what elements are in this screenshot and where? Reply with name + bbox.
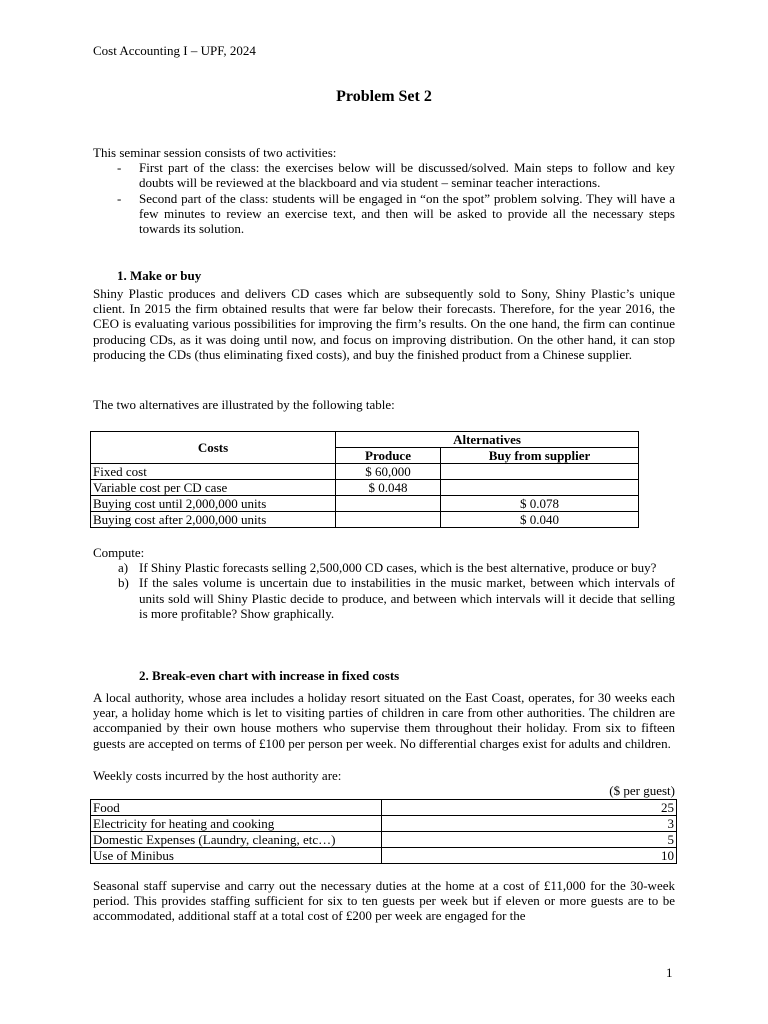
question-mark: a) (118, 560, 129, 576)
alternatives-table (90, 431, 639, 528)
intro-bullet (93, 191, 675, 237)
staff-paragraph: Seasonal staff supervise and carry out the necessary duties at the home at a cost of £11,000 for the 30-week period. This provides staffing sufficient for six to ten guests per week but if eleven or more guests are to be accommodated, additional staff at a total cost of £200 per week are engaged for the (93, 878, 675, 924)
row-label: Buying cost until 2,000,000 units (91, 496, 336, 512)
header-buy: Buy from supplier (441, 448, 639, 464)
table-row (91, 496, 639, 512)
page-number: 1 (666, 965, 673, 980)
table-row (91, 480, 639, 496)
cell-buy (441, 480, 639, 496)
bullet-text: Second part of the class: students will be engaged in “on the spot” problem solving. They will have a few minutes to review an exercise text, and then will be asked to provide all the necessary steps towards its solution. (139, 190, 675, 237)
cell-buy (441, 464, 639, 480)
running-header: Cost Accounting I – UPF, 2024 (93, 43, 256, 58)
compute-section (93, 545, 675, 621)
row-label: Use of Minibus (91, 848, 382, 864)
cell-buy: $ 0.078 (441, 496, 639, 512)
question-mark: b) (118, 575, 129, 591)
compute-label: Compute: (93, 545, 145, 560)
unit-note: ($ per guest) (609, 783, 675, 798)
bullet-mark: - (117, 190, 122, 206)
table-intro: The two alternatives are illustrated by the following table: (93, 397, 395, 412)
intro-bullet (93, 160, 675, 190)
header-alternatives: Alternatives (336, 432, 639, 448)
weekly-costs-table (90, 799, 677, 864)
question-a (93, 560, 675, 575)
question-b (93, 575, 675, 621)
table-row (91, 832, 677, 848)
bullet-text: First part of the class: the exercises below will be discussed/solved. Main steps to follow and key doubts will be reviewed at the blackboard and via student – seminar teacher interactions. (139, 160, 675, 191)
question-text: If Shiny Plastic forecasts selling 2,500,000 CD cases, which is the best alternative, produce or buy? (139, 560, 657, 576)
table-row (91, 464, 639, 480)
header-costs: Costs (91, 432, 336, 464)
cell-produce (336, 496, 441, 512)
row-value: 5 (382, 832, 677, 848)
row-label: Domestic Expenses (Laundry, cleaning, etc…) (91, 832, 382, 848)
cell-produce (336, 512, 441, 528)
page-title: Problem Set 2 (336, 88, 432, 105)
row-label: Buying cost after 2,000,000 units (91, 512, 336, 528)
table-row (91, 848, 677, 864)
row-value: 3 (382, 816, 677, 832)
section2-heading: 2. Break-even chart with increase in fixed costs (139, 668, 400, 683)
cell-buy: $ 0.040 (441, 512, 639, 528)
question-text: If the sales volume is uncertain due to instabilities in the music market, between which intervals of units sold will Shiny Plastic decide to produce, and between which intervals will it decide that selling is more profitable? Show graphically. (139, 575, 675, 621)
row-label: Electricity for heating and cooking (91, 816, 382, 832)
section1-heading: 1. Make or buy (117, 268, 202, 283)
section2-paragraph: A local authority, whose area includes a holiday resort situated on the East Coast, operates, for 30 weeks each year, a holiday home which is let to visiting parties of children in care from other authorities. The children are accompanied by their own house mothers who supervise them throughout their holiday. From six to fifteen guests are accepted on terms of £100 per person per week. No differential charges exist for adults and children. (93, 690, 675, 751)
header-produce: Produce (336, 448, 441, 464)
table-row (91, 816, 677, 832)
row-label: Fixed cost (91, 464, 336, 480)
row-label: Variable cost per CD case (91, 480, 336, 496)
row-value: 25 (382, 800, 677, 816)
cell-produce: $ 0.048 (336, 480, 441, 496)
bullet-mark: - (117, 160, 122, 176)
weekly-costs-label: Weekly costs incurred by the host authority are: (93, 768, 342, 783)
intro-lead: This seminar session consists of two activities: (93, 145, 337, 160)
intro-section (93, 145, 675, 236)
section1-paragraph: Shiny Plastic produces and delivers CD cases which are subsequently sold to Sony, Shiny Plastic’s unique client. In 2015 the firm obtained results that were far below their forecasts. Therefore, for the year 2016, the CEO is evaluating various possibilities for improving the firm’s results. On the one hand, the firm can continue producing CDs, as it was doing until now, and focus on improving distribution. On the other hand, it can stop producing the CDs (thus eliminating fixed costs), and buy the finished product from a Chinese supplier. (93, 286, 675, 362)
table-row (91, 800, 677, 816)
row-value: 10 (382, 848, 677, 864)
table-row (91, 512, 639, 528)
row-label: Food (91, 800, 382, 816)
cell-produce: $ 60,000 (336, 464, 441, 480)
